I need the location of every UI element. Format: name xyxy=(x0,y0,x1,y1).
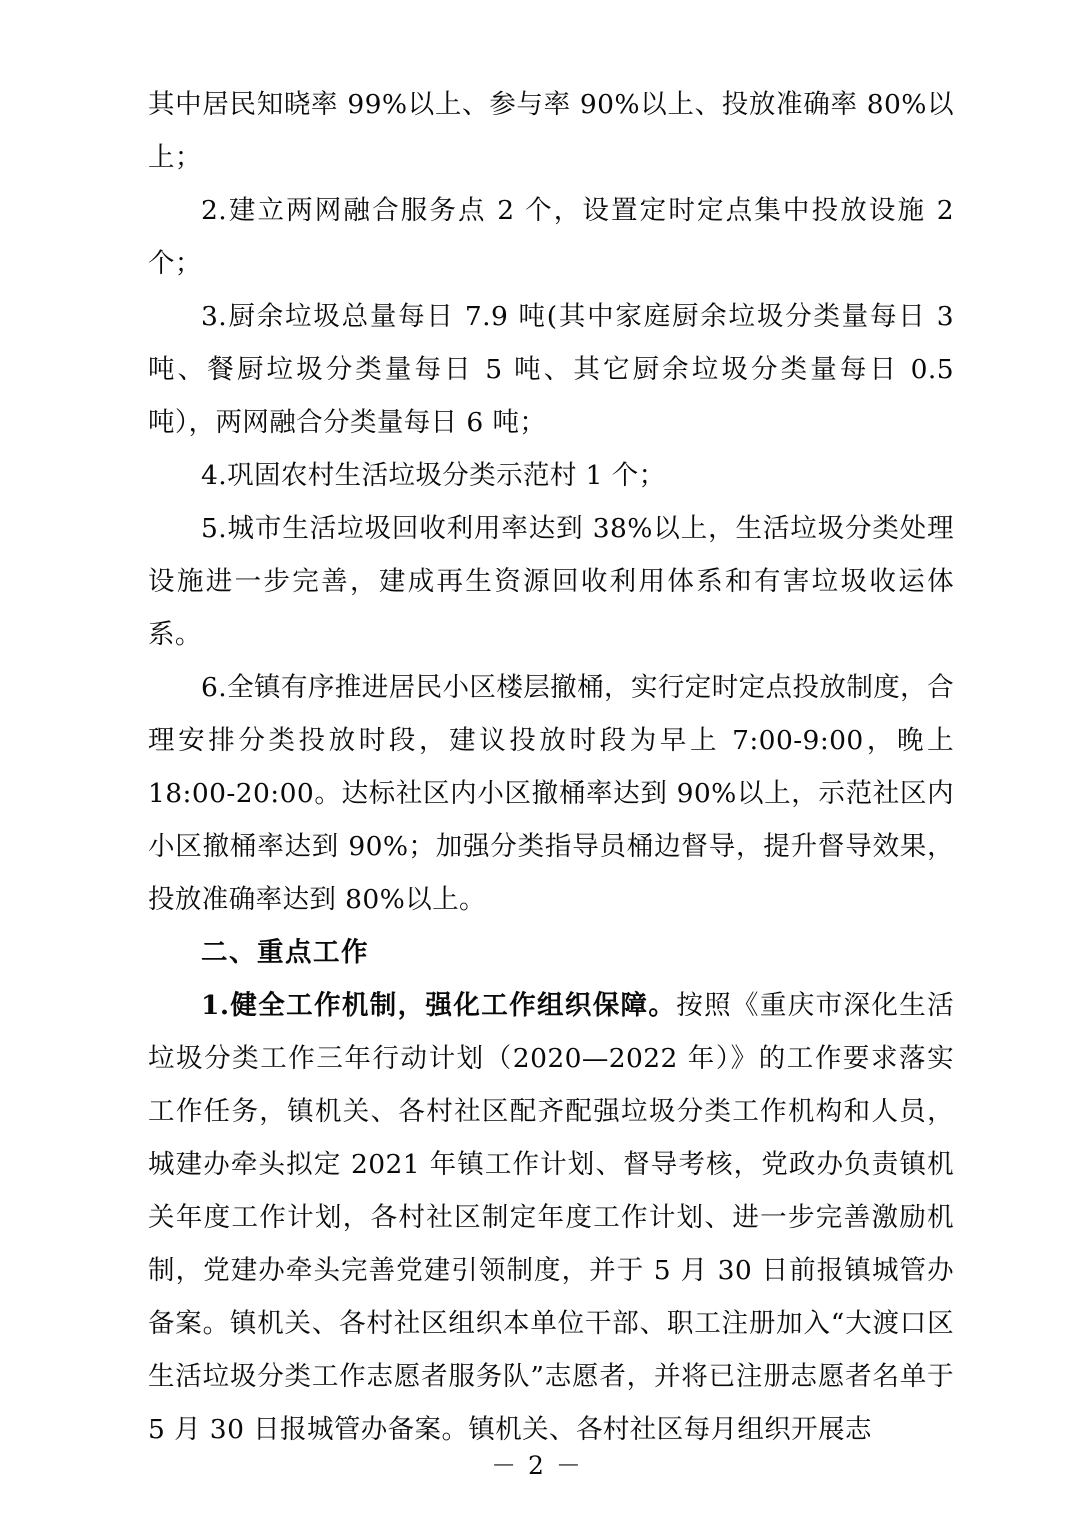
paragraph-item-6: 6.全镇有序推进居民小区楼层撤桶，实行定时定点投放制度，合理安排分类投放时段，建议投放时段为早上 7:00-9:00，晚上 18:00-20:00。达标社区内小区撤桶率达到 90%以上，示范社区内小区撤桶率达到 90%；加强分类指导员桶边督导，提升督导效果，投放准确率达到 80%以上。 xyxy=(148,672,954,915)
paragraph-item-2: 2.建立两网融合服务点 2 个，设置定时定点集中投放设施 2 个； xyxy=(148,195,954,279)
paragraph-work-item-1 xyxy=(148,979,954,1456)
paragraph-item-4: 4.巩固农村生活垃圾分类示范村 1 个； xyxy=(201,460,666,491)
page-number: － 2 － xyxy=(491,1451,583,1480)
work-item-1-lead: 1.健全工作机制，强化工作组织保障。 xyxy=(201,990,677,1021)
paragraph-item-3: 3.厨余垃圾总量每日 7.9 吨(其中家庭厨余垃圾分类量每日 3 吨、餐厨垃圾分类量每日 5 吨、其它厨余垃圾分类量每日 0.5 吨），两网融合分类量每日 6 吨； xyxy=(148,301,954,438)
paragraph-item-5: 5.城市生活垃圾回收利用率达到 38%以上，生活垃圾分类处理设施进一步完善，建成再生资源回收利用体系和有害垃圾收运体系。 xyxy=(148,513,954,650)
work-item-1-text: 按照《重庆市深化生活垃圾分类工作三年行动计划（2020—2022 年）》的工作要求落实工作任务，镇机关、各村社区配齐配强垃圾分类工作机构和人员，城建办牵头拟定 2021 年镇工作计划、督导考核，党政办负责镇机关年度工作计划，各村社区制定年度工作计划、进一步完善激励机制，党建办牵头完善党建引领制度，并于 5 月 30 日前报镇城管办备案。镇机关、各村社区组织本单位干部、职工注册加入“大渡口区生活垃圾分类工作志愿者服务队”志愿者，并将已注册志愿者名单于 5 月 30 日报城管办备案。镇机关、各村社区每月组织开展志 xyxy=(148,990,954,1445)
document-body xyxy=(148,78,954,1456)
section-heading-key-work: 二、重点工作 xyxy=(201,937,369,968)
paragraph-continued-awareness-rate: 其中居民知晓率 99%以上、参与率 90%以上、投放准确率 80%以上； xyxy=(148,89,954,173)
